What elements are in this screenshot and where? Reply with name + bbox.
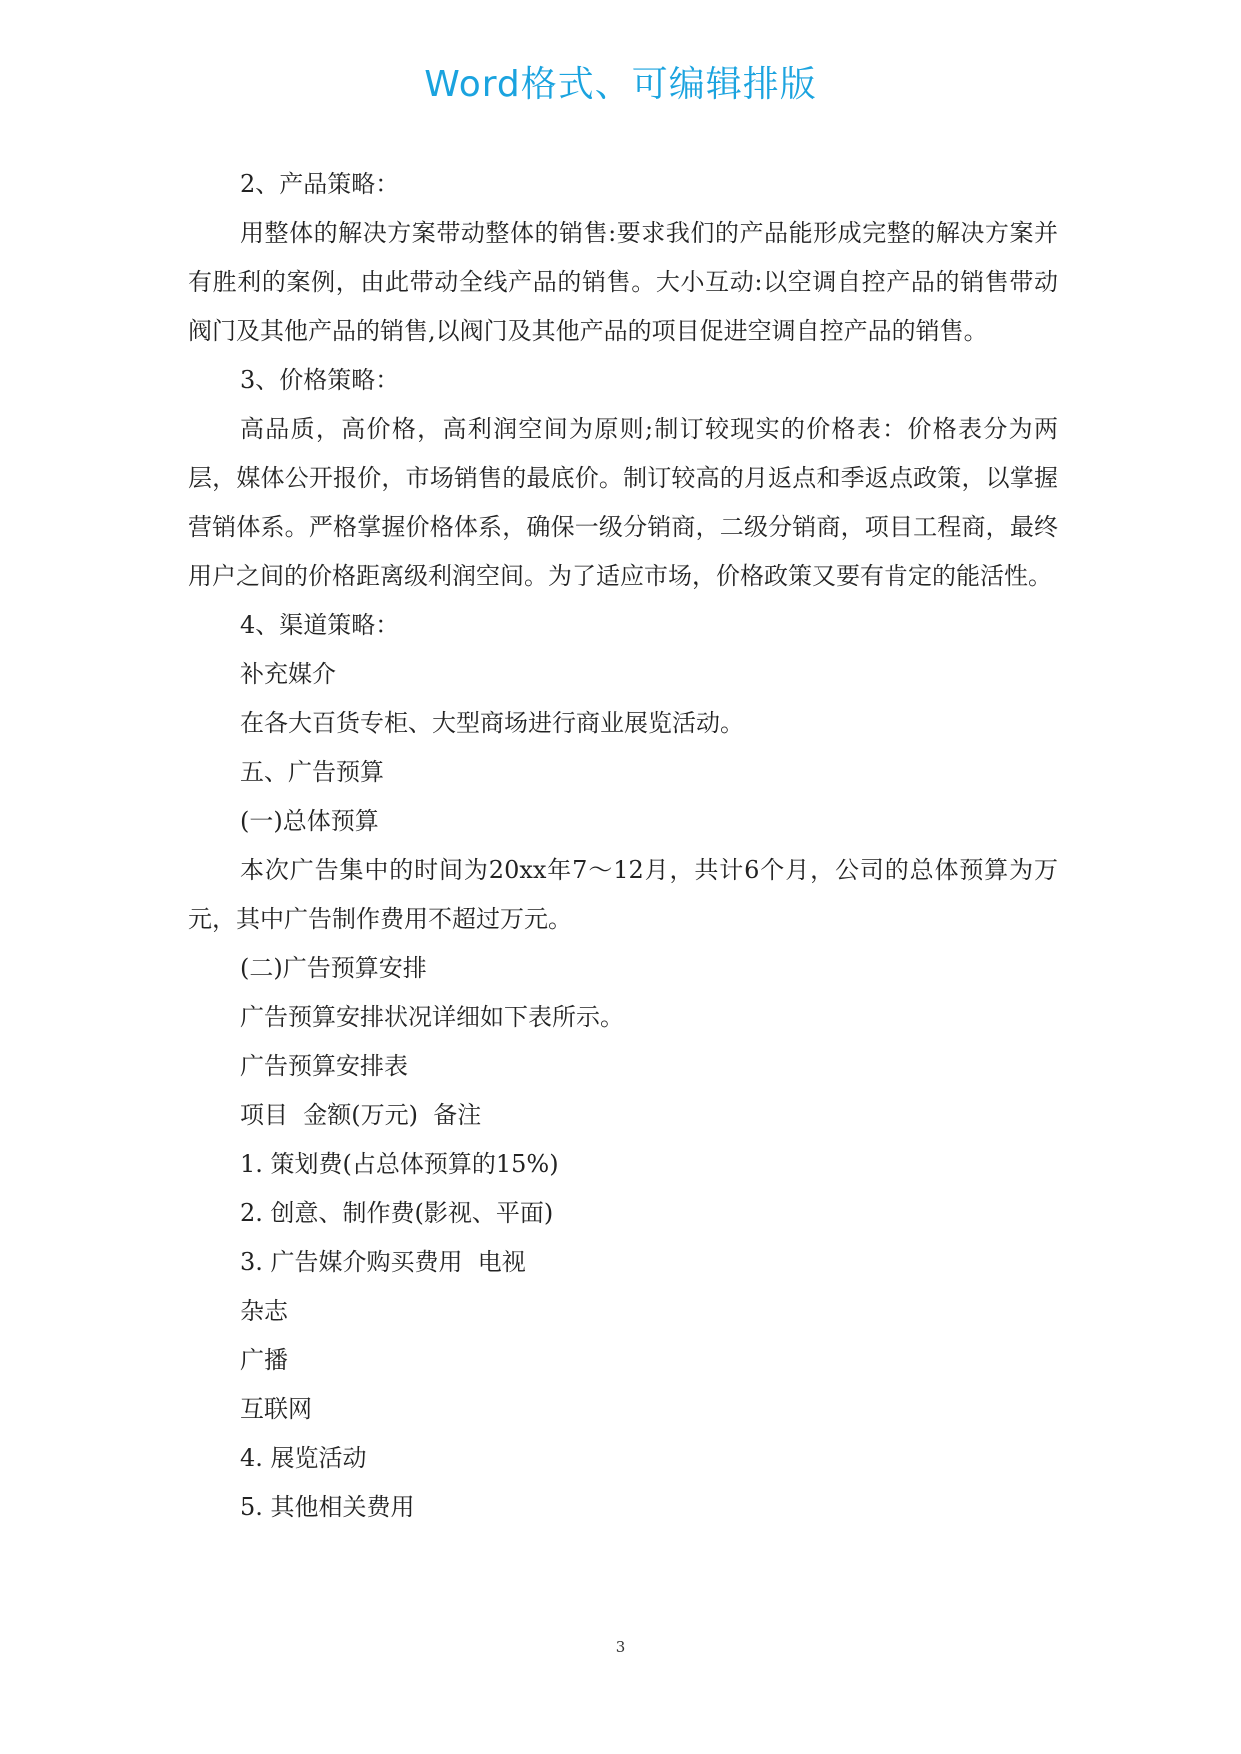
exhibition-line: 在各大百货专柜、大型商场进行商业展览活动。 [240,709,744,737]
budget-item: 3. 广告媒介购买费用 电视 [240,1248,526,1276]
page-header-title: Word格式、可编辑排版 [424,64,817,105]
budget-item: 5. 其他相关费用 [240,1493,415,1521]
price-strategy-paragraph: 高品质，高价格，高利润空间为原则;制订较现实的价格表：价格表分为两层，媒体公开报价，市场销售的最底价。制订较高的月返点和季返点政策，以掌握营销体系。严格掌握价格体系，确保一级分销商，二级分销商，项目工程商，最终用户之间的价格距离级利润空间。为了适应市场，价格政策又要有肯定的能活性。 [188,415,1058,590]
media-line: 补充媒介 [240,660,336,688]
product-strategy-paragraph: 用整体的解决方案带动整体的销售:要求我们的产品能形成完整的解决方案并有胜利的案例，由此带动全线产品的销售。大小互动:以空调自控产品的销售带动阀门及其他产品的销售,以阀门及其他产品的项目促进空调自控产品的销售。 [188,219,1058,345]
table-title: 广告预算安排表 [240,1052,408,1080]
budget-item: 2. 创意、制作费(影视、平面) [240,1199,554,1227]
budget-item: 互联网 [240,1395,312,1423]
price-strategy-heading: 3、价格策略： [240,366,400,394]
total-budget-paragraph: 本次广告集中的时间为20xx年7～12月，共计6个月，公司的总体预算为万元，其中广告制作费用不超过万元。 [188,856,1058,933]
ad-budget-heading: 五、广告预算 [240,758,384,786]
total-budget-heading: (一)总体预算 [240,807,379,835]
channel-strategy-heading: 4、渠道策略： [240,611,400,639]
budget-item: 4. 展览活动 [240,1444,367,1472]
arrangement-intro: 广告预算安排状况详细如下表所示。 [240,1003,624,1031]
product-strategy-heading: 2、产品策略： [240,170,400,198]
arrangement-heading: (二)广告预算安排 [240,954,427,982]
budget-item: 广播 [240,1346,288,1374]
budget-item: 1. 策划费(占总体预算的15%) [240,1150,559,1178]
document-body [188,160,1058,1532]
budget-item: 杂志 [240,1297,288,1325]
page-number: 3 [615,1638,626,1656]
table-header-row: 项目 金额(万元) 备注 [240,1101,482,1129]
